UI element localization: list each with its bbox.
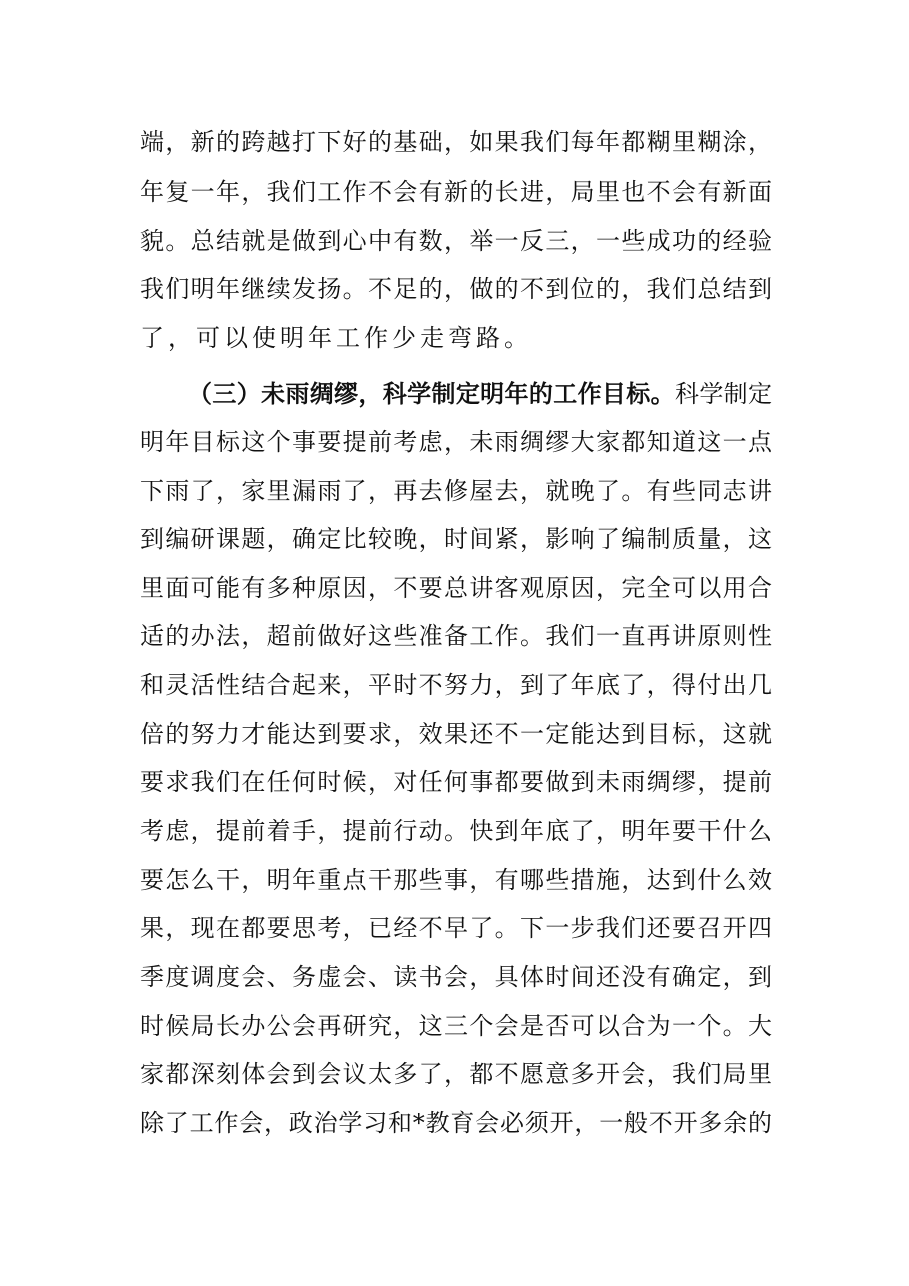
text-line: 时候局长办公会再研究，这三个会是否可以合为一个。大 bbox=[140, 1012, 772, 1040]
text-line: 里面可能有多种原因，不要总讲客观原因，完全可以用合 bbox=[140, 574, 772, 602]
text-line: 貌。总结就是做到心中有数，举一反三，一些成功的经验 bbox=[140, 227, 772, 255]
text-line: 要求我们在任何时候，对任何事都要做到未雨绸缪，提前 bbox=[140, 768, 772, 796]
text-line: 适的办法，超前做好这些准备工作。我们一直再讲原则性 bbox=[140, 622, 772, 650]
text-line: 了，可以使明年工作少走弯路。 bbox=[140, 324, 532, 352]
text-line: 考虑，提前着手，提前行动。快到年底了，明年要干什么 bbox=[140, 817, 772, 845]
text-line: 果，现在都要思考，已经不早了。下一步我们还要召开四 bbox=[140, 914, 772, 942]
text-line: 端，新的跨越打下好的基础，如果我们每年都糊里糊涂， bbox=[140, 128, 772, 156]
heading-line-text: 科学制定 bbox=[674, 380, 773, 408]
text-line: 家都深刻体会到会议太多了，都不愿意多开会，我们局里 bbox=[140, 1060, 772, 1088]
text-line: 到编研课题，确定比较晚，时间紧，影响了编制质量，这 bbox=[140, 525, 772, 553]
text-line: 年复一年，我们工作不会有新的长进，局里也不会有新面 bbox=[140, 178, 772, 206]
text-line: 倍的努力才能达到要求，效果还不一定能达到目标，这就 bbox=[140, 720, 772, 748]
text-line: 除了工作会，政治学习和*教育会必须开，一般不开多余的 bbox=[140, 1109, 772, 1137]
section-heading: （三）未雨绸缪，科学制定明年的工作目标。 bbox=[188, 380, 675, 408]
text-line: 和灵活性结合起来，平时不努力，到了年底了，得付出几 bbox=[140, 671, 772, 699]
section-heading-line bbox=[188, 372, 772, 416]
text-line: 我们明年继续发扬。不足的，做的不到位的，我们总结到 bbox=[140, 275, 772, 303]
text-line: 明年目标这个事要提前考虑，未雨绸缪大家都知道这一点 bbox=[140, 428, 772, 456]
text-line: 要怎么干，明年重点干那些事，有哪些措施，达到什么效 bbox=[140, 866, 772, 894]
text-line: 下雨了，家里漏雨了，再去修屋去，就晚了。有些同志讲 bbox=[140, 477, 772, 505]
text-line: 季度调度会、务虚会、读书会，具体时间还没有确定，到 bbox=[140, 963, 772, 991]
